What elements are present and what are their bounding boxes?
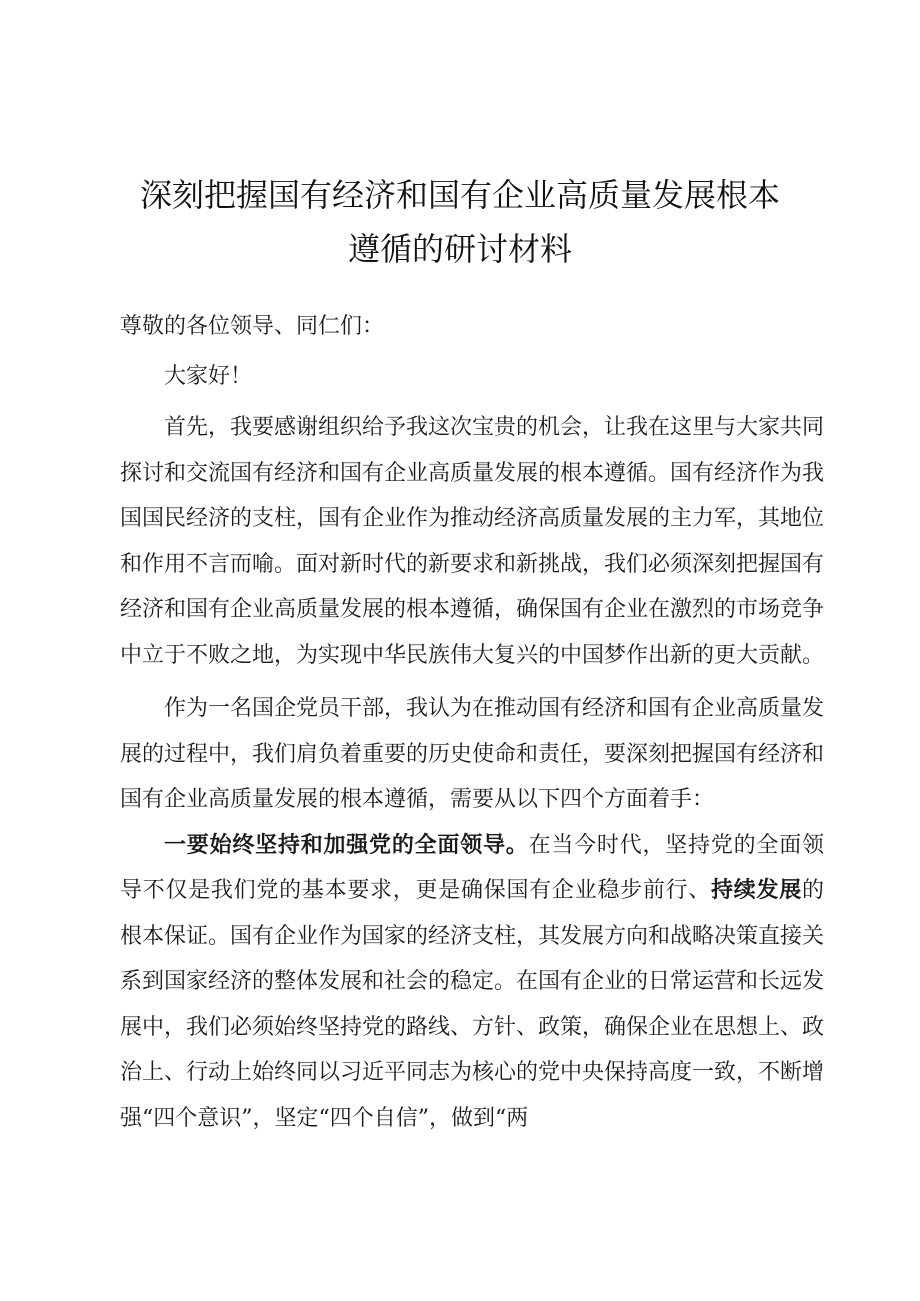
- document-body: [120, 304, 824, 1141]
- paragraph-context: 作为一名国企党员干部，我认为在推动国有经济和国有企业高质量发展的过程中，我们肩负着重要的历史使命和责任，要深刻把握国有经济和国有企业高质量发展的根本遵循，需要从以下四个方面着手：: [120, 696, 825, 812]
- paragraph-intro: 首先，我要感谢组织给予我这次宝贵的机会，让我在这里与大家共同探讨和交流国有经济和国有企业高质量发展的根本遵循。国有经济作为我国国民经济的支柱，国有企业作为推动经济高质量发展的主力军，其地位和作用不言而喻。面对新时代的新要求和新挑战，我们必须深刻把握国有经济和国有企业高质量发展的根本遵循，确保国有企业在激烈的市场竞争中立于不败之地，为实现中华民族伟大复兴的中国梦作出新的更大贡献。: [120, 415, 825, 668]
- salutation: 尊敬的各位领导、同仁们：: [120, 314, 385, 339]
- point-one-heading: 一要始终坚持和加强党的全面领导。: [164, 831, 529, 858]
- title-line-2: 遵循的研讨材料: [347, 230, 572, 268]
- point-one-bold-phrase: 持续发展: [711, 877, 802, 903]
- point-one-text-b: 的根本保证。国有企业作为国家的经济支柱，其发展方向和战略决策直接关系到国家经济的整体发展和社会的稳定。在国有企业的日常运营和长远发展中，我们必须始终坚持党的路线、方针、政策，确保企业在思想上、政治上、行动上始终同以习近平同志为核心的党中央保持高度一致，不断增强“四个意识”，坚定“四个自信”，做到“两: [120, 878, 825, 1131]
- paragraph-point-one: [120, 823, 824, 1142]
- document-title: [110, 168, 810, 276]
- greeting: 大家好！: [164, 363, 253, 389]
- point-one-text-a: 在当今时代，坚持党的全面领导不仅是我们党的基本要求，更是确保国有企业稳步前行、: [120, 832, 824, 903]
- title-line-1: 深刻把握国有经济和国有企业高质量发展根本: [139, 176, 780, 214]
